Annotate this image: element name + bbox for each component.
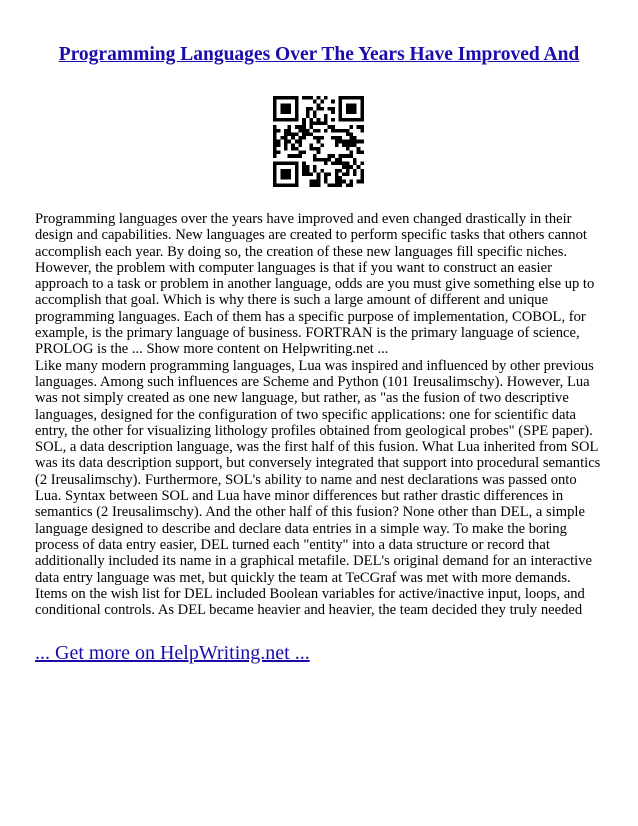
qr-code-graphic [273,96,364,187]
get-more-link-wrapper [35,640,310,666]
qr-code-icon [273,96,364,187]
get-more-link[interactable]: ... Get more on HelpWriting.net ... [35,642,310,664]
page-title [0,42,638,68]
title-link[interactable]: Programming Languages Over The Years Have Improved And [58,44,580,65]
paragraph-intro: Programming languages over the years have improved and even changed drastically in their design and capabilities. New languages are created to perform specific tasks that others cannot accomplish each year. By doing so, the creation of these new languages fill specific niches. However, the problem with computer languages is that if you want to construct an easier approach to a task or problem in another language, odds are you must give something else up to accomplish that goal. Which is why there is such a large amount of different and unique programming languages. Each of them has a specific purpose of implementation, COBOL, for example, is the primary language of business. FORTRAN is the primary language of science, PROLOG is the ... Show more content on Helpwriting.net ... [35,211,595,358]
article-body [35,211,605,618]
paragraph-lua: Like many modern programming languages, Lua was inspired and influenced by other previous languages. Among such influences are Scheme and Python (101 Ireusalimschy). However, Lua was not simply created as one new language, but rather, as "as the fusion of two descriptive languages, designed for the configuration of two specific applications: one for scientific data entry, the other for visualizing lithology profiles obtained from geological probes" (SPE paper). SOL, a data description language, was the first half of this fusion. What Lua inherited from SOL was its data description support, but conversely integrated that support into procedural semantics (2 Ireusalimschy). Furthermore, SOL's ability to name and nest declarations was passed onto Lua. Syntax between SOL and Lua have minor differences but rather drastic differences in semantics (2 Ireusalimschy). And the other half of this fusion? None other than DEL, a simple language designed to describe and declare data entries in a simple way. To make the boring process of data entry easier, DEL turned each "entity" into a data structure or record that additionally included its name in a graphical metafile. DEL's original demand for an interactive data entry language was met, but quickly the team at TeCGraf was met with more demands. Items on the wish list for DEL included Boolean variables for active/inactive input, loops, and conditional controls. As DEL became heavier and heavier, the team decided they truly needed [35,357,601,619]
